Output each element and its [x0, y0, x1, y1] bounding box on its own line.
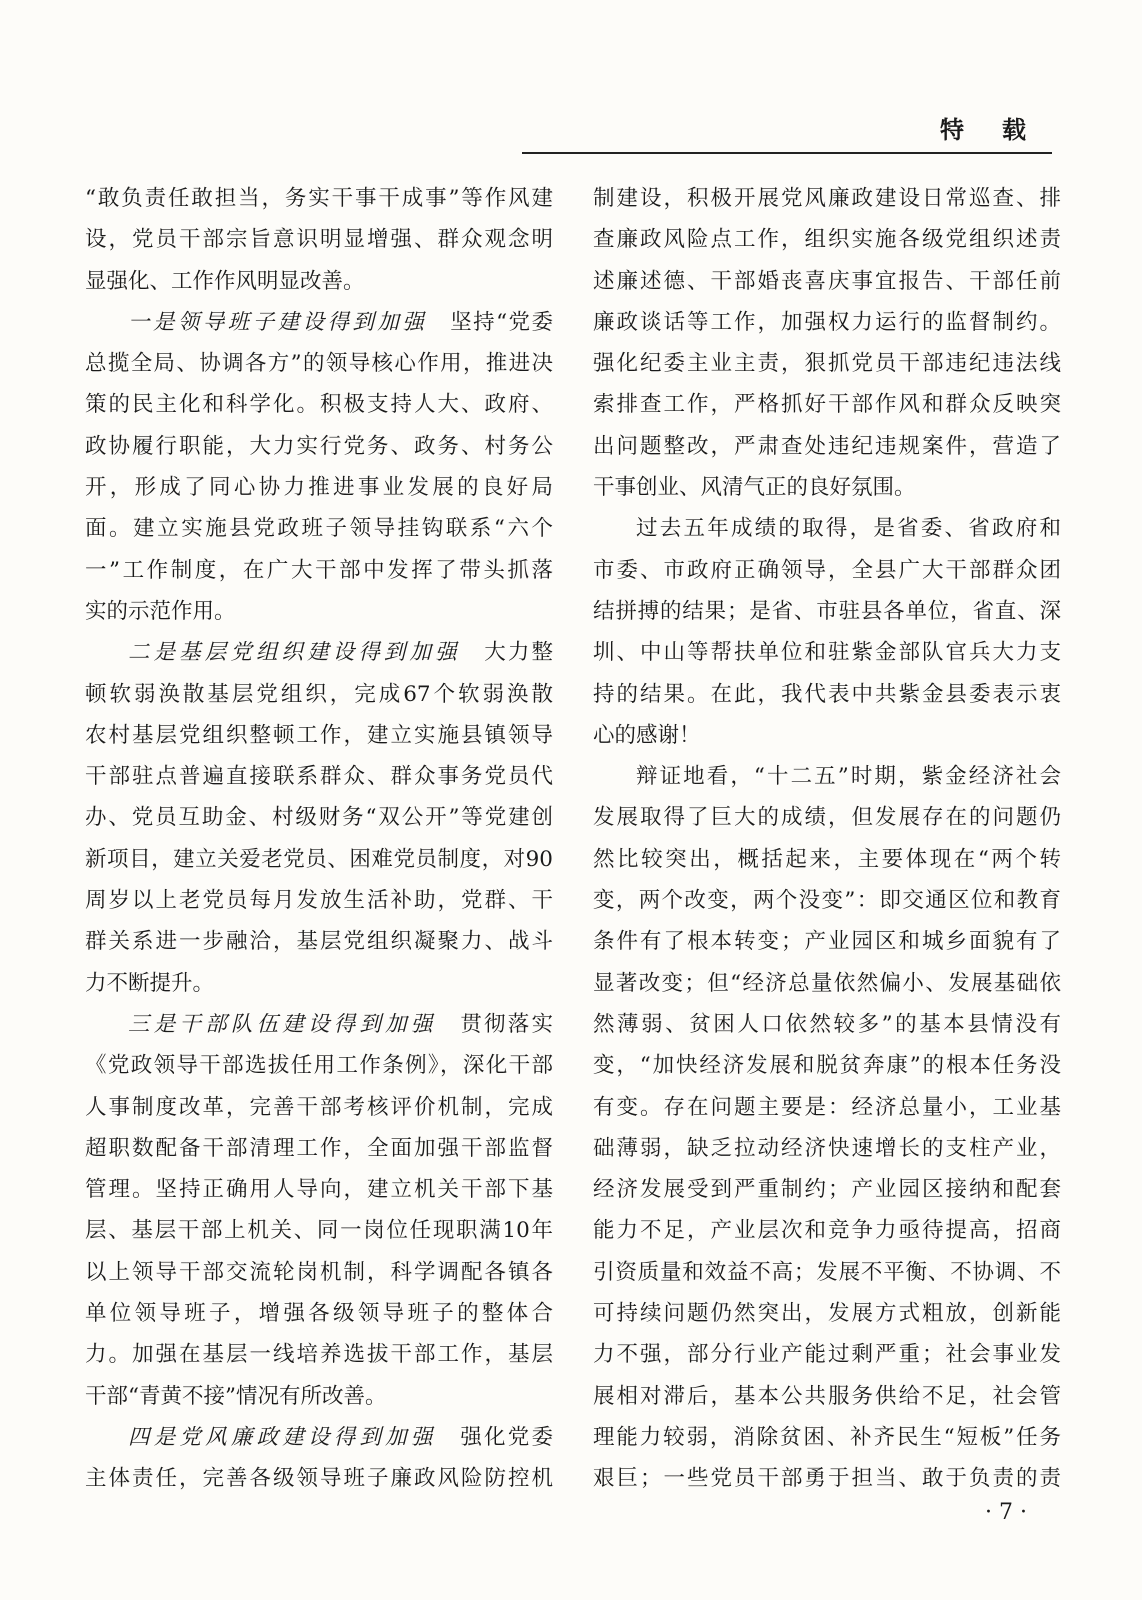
- line-text: 周岁以上老党员每月发放生活补助，党群、干: [85, 888, 553, 914]
- line-text: 出问题整改，严肃查处违纪违规案件，营造了: [593, 433, 1061, 459]
- text-line: [85, 1417, 553, 1458]
- line-text: 发展取得了巨大的成绩，但发展存在的问题仍: [593, 805, 1061, 831]
- line-text: 强化纪委主业主责，狠抓党员干部违纪违法线: [593, 351, 1061, 377]
- text-line: [593, 1004, 1061, 1045]
- line-text: 力不强，部分行业产能过剩严重；社会事业发: [593, 1342, 1061, 1368]
- text-line: [85, 343, 553, 384]
- line-text: 力不断提升。: [85, 970, 215, 996]
- text-line: [85, 674, 553, 715]
- line-text: 干部驻点普遍直接联系群众、群众事务党员代: [85, 764, 553, 790]
- line-text: 廉政谈话等工作，加强权力运行的监督制约。: [593, 309, 1061, 335]
- text-line: [85, 1087, 553, 1128]
- text-line: [593, 715, 1061, 756]
- line-text: 持的结果。在此，我代表中共紫金县委表示衷: [593, 681, 1061, 707]
- line-text: 人事制度改革，完善干部考核评价机制，完成: [85, 1094, 553, 1120]
- text-line: [85, 302, 553, 343]
- text-line: [85, 1334, 553, 1375]
- line-text: 《党政领导干部选拔任用工作条例》，深化干部: [85, 1053, 553, 1079]
- text-line: [593, 880, 1061, 921]
- text-line: [593, 1045, 1061, 1086]
- text-line: [85, 467, 553, 508]
- line-text: 主体责任，完善各级领导班子廉政风险防控机: [85, 1466, 553, 1492]
- text-line: [593, 1087, 1061, 1128]
- text-line: [85, 963, 553, 1004]
- line-text: 础薄弱，缺乏拉动经济快速增长的支柱产业，: [593, 1135, 1061, 1161]
- line-text: 显著改变；但“经济总量依然偏小、发展基础依: [593, 970, 1061, 996]
- line-text: 市委、市政府正确领导，全县广大干部群众团: [593, 557, 1061, 583]
- line-text: 贯彻落实: [436, 1011, 553, 1037]
- line-text: 面。建立实施县党政班子领导挂钩联系“六个: [85, 516, 553, 542]
- line-text: 索排查工作，严格抓好干部作风和群众反映突: [593, 392, 1061, 418]
- text-line: [85, 550, 553, 591]
- text-line: [85, 632, 553, 673]
- line-text: 层、基层干部上机关、同一岗位任现职满10年: [85, 1218, 553, 1244]
- text-line: [85, 1128, 553, 1169]
- text-line: [85, 921, 553, 962]
- text-line: [85, 591, 553, 632]
- text-line: [593, 1169, 1061, 1210]
- section-heading-keyword: 一是领导班子建设得到加强: [128, 309, 428, 335]
- line-text: 总揽全局、协调各方”的领导核心作用，推进决: [85, 351, 553, 377]
- line-text: 然薄弱、贫困人口依然较多”的基本县情没有: [593, 1011, 1061, 1037]
- section-heading-keyword: 四是党风廉政建设得到加强: [128, 1424, 437, 1450]
- text-line: [85, 1252, 553, 1293]
- section-heading-keyword: 二是基层党组织建设得到加强: [128, 640, 461, 666]
- line-text: 结拼搏的结果；是省、市驻县各单位，省直、深: [593, 598, 1061, 624]
- text-line: [593, 467, 1061, 508]
- line-text: 制建设，积极开展党风廉政建设日常巡查、排: [593, 186, 1061, 211]
- line-text: 坚持“党委: [427, 309, 553, 335]
- line-text: 引资质量和效益不高；发展不平衡、不协调、不: [593, 1259, 1061, 1285]
- text-line: [85, 797, 553, 838]
- left-text-column: [85, 178, 553, 1500]
- line-text: 农村基层党组织整顿工作，建立实施县镇领导: [85, 722, 553, 748]
- line-text: 超职数配备干部清理工作，全面加强干部监督: [85, 1135, 553, 1161]
- page-number: · 7 ·: [985, 1500, 1027, 1525]
- line-text: 群关系进一步融洽，基层党组织凝聚力、战斗: [85, 929, 553, 955]
- text-line: [85, 508, 553, 549]
- text-line: [85, 261, 553, 302]
- text-line: [593, 632, 1061, 673]
- line-text: 变，两个改变，两个没变”：即交通区位和教育: [593, 888, 1061, 914]
- text-line: [593, 343, 1061, 384]
- line-text: 理能力较弱，消除贫困、补齐民生“短板”任务: [593, 1424, 1061, 1450]
- text-line: [593, 1252, 1061, 1293]
- text-line: [85, 1169, 553, 1210]
- text-line: [593, 426, 1061, 467]
- text-line: [85, 1004, 553, 1045]
- section-heading-keyword: 三是干部队伍建设得到加强: [128, 1011, 437, 1037]
- header-rule: [522, 152, 1052, 154]
- text-line: [593, 1458, 1061, 1499]
- line-text: 以上领导干部交流轮岗机制，科学调配各镇各: [85, 1259, 553, 1285]
- text-line: [593, 384, 1061, 425]
- right-text-column: [593, 178, 1061, 1500]
- text-line: [593, 963, 1061, 1004]
- text-line: [593, 1334, 1061, 1375]
- text-line: [593, 921, 1061, 962]
- text-line: [85, 1045, 553, 1086]
- line-text: 一”工作制度，在广大干部中发挥了带头抓落: [85, 557, 553, 583]
- text-line: [593, 591, 1061, 632]
- text-line: [85, 756, 553, 797]
- line-text: 新项目，建立关爱老党员、困难党员制度，对90: [85, 846, 553, 872]
- text-line: [593, 261, 1061, 302]
- text-line: [85, 839, 553, 880]
- text-line: [593, 550, 1061, 591]
- text-line: [85, 1293, 553, 1334]
- text-line: [85, 384, 553, 425]
- text-line: [593, 1376, 1061, 1417]
- text-line: [593, 1293, 1061, 1334]
- text-line: [593, 797, 1061, 838]
- line-text: 强化党委: [436, 1424, 553, 1450]
- text-line: [85, 219, 553, 260]
- line-text: 圳、中山等帮扶单位和驻紫金部队官兵大力支: [593, 640, 1061, 666]
- line-text: 查廉政风险点工作，组织实施各级党组织述责: [593, 227, 1061, 253]
- line-text: 单位领导班子，增强各级领导班子的整体合: [85, 1301, 553, 1327]
- text-line: [85, 178, 553, 219]
- line-text: 变，“加快经济发展和脱贫奔康”的根本任务没: [593, 1053, 1061, 1079]
- line-text: 条件有了根本转变；产业园区和城乡面貌有了: [593, 929, 1061, 955]
- line-text: 展相对滞后，基本公共服务供给不足，社会管: [593, 1383, 1061, 1409]
- line-text: 辩证地看，“十二五”时期，紫金经济社会: [636, 764, 1061, 790]
- line-text: 设，党员干部宗旨意识明显增强、群众观念明: [85, 227, 553, 253]
- line-text: 干部“青黄不接”情况有所改善。: [85, 1383, 387, 1409]
- line-text: 力。加强在基层一线培养选拔干部工作，基层: [85, 1342, 553, 1368]
- line-text: 实的示范作用。: [85, 598, 236, 624]
- line-text: 政协履行职能，大力实行党务、政务、村务公: [85, 433, 553, 459]
- line-text: 艰巨；一些党员干部勇于担当、敢于负责的责: [593, 1466, 1061, 1492]
- line-text: 办、党员互助金、村级财务“双公开”等党建创: [85, 805, 553, 831]
- line-text: 显强化、工作作风明显改善。: [85, 268, 365, 294]
- line-text: 经济发展受到严重制约；产业园区接纳和配套: [593, 1177, 1061, 1203]
- text-line: [593, 178, 1061, 219]
- line-text: 可持续问题仍然突出，发展方式粗放，创新能: [593, 1301, 1061, 1327]
- text-line: [593, 1128, 1061, 1169]
- text-line: [593, 839, 1061, 880]
- line-text: “敢负责任敢担当，务实干事干成事”等作风建: [85, 186, 553, 211]
- line-text: 过去五年成绩的取得，是省委、省政府和: [636, 516, 1061, 542]
- section-title: 特载: [940, 115, 1064, 144]
- text-line: [85, 1210, 553, 1251]
- text-line: [593, 674, 1061, 715]
- text-line: [593, 1210, 1061, 1251]
- line-text: 策的民主化和科学化。积极支持人大、政府、: [85, 392, 553, 418]
- line-text: 述廉述德、干部婚丧喜庆事宜报告、干部任前: [593, 268, 1061, 294]
- line-text: 有变。存在问题主要是：经济总量小，工业基: [593, 1094, 1061, 1120]
- text-line: [85, 880, 553, 921]
- text-line: [85, 1376, 553, 1417]
- line-text: 干事创业、风清气正的良好氛围。: [593, 475, 916, 501]
- text-line: [593, 1417, 1061, 1458]
- line-text: 顿软弱涣散基层党组织，完成67个软弱涣散: [85, 681, 553, 707]
- text-line: [85, 1458, 553, 1499]
- line-text: 然比较突出，概括起来，主要体现在“两个转: [593, 846, 1061, 872]
- text-line: [593, 302, 1061, 343]
- line-text: 心的感谢！: [593, 722, 701, 748]
- line-text: 管理。坚持正确用人导向，建立机关干部下基: [85, 1177, 553, 1203]
- text-line: [593, 219, 1061, 260]
- text-line: [593, 756, 1061, 797]
- text-line: [85, 715, 553, 756]
- line-text: 大力整: [460, 640, 553, 666]
- line-text: 能力不足，产业层次和竞争力亟待提高，招商: [593, 1218, 1061, 1244]
- line-text: 开，形成了同心协力推进事业发展的良好局: [85, 475, 553, 501]
- text-line: [85, 426, 553, 467]
- text-line: [593, 508, 1061, 549]
